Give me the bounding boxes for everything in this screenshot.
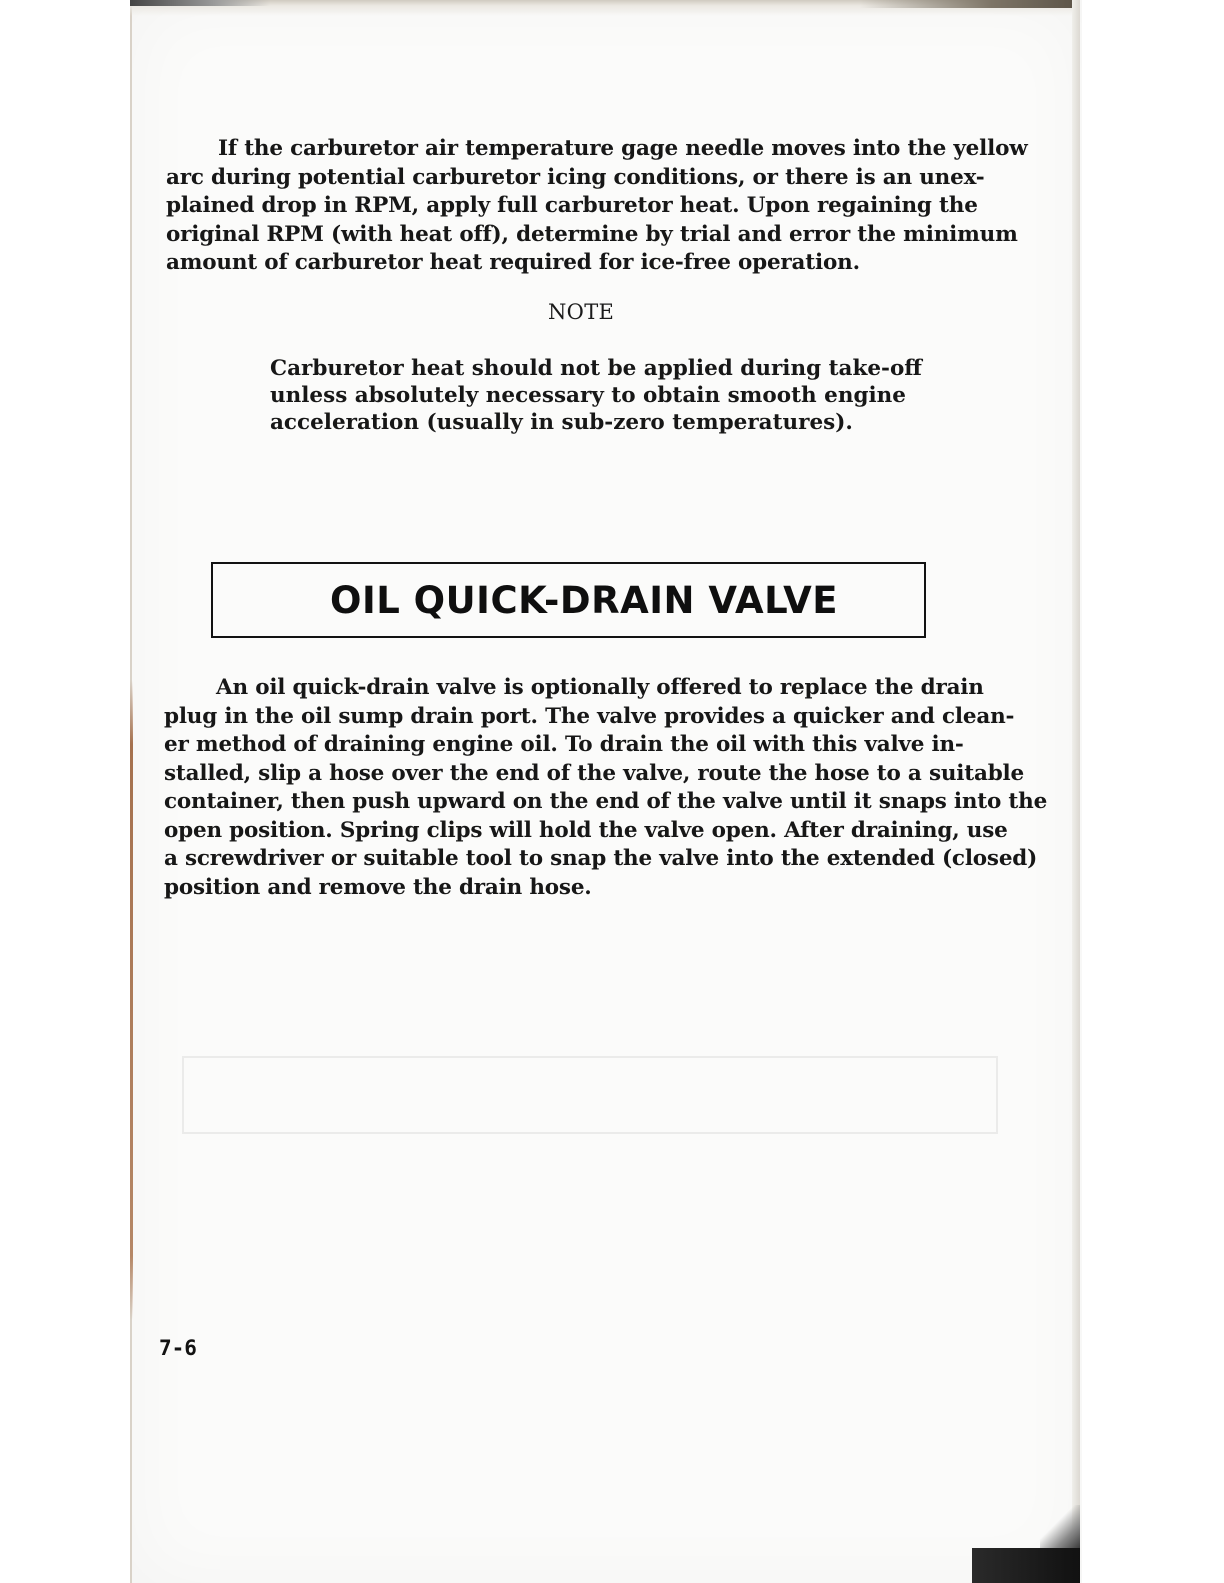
paragraph-line: a screwdriver or suitable tool to snap the valve into the extended (closed) [164, 846, 1038, 871]
note-line: unless absolutely necessary to obtain smooth engine [270, 383, 906, 408]
page-corner-curl [1040, 1505, 1080, 1550]
page-corner-shadow [972, 1548, 1080, 1583]
page-number: 7-6 [159, 1336, 197, 1360]
page-right-edge [1072, 0, 1080, 1583]
carburetor-heat-paragraph [166, 135, 1028, 278]
paragraph-line: plained drop in RPM, apply full carburetor heat. Upon regaining the [166, 193, 978, 218]
paragraph-line: plug in the oil sump drain port. The valve provides a quicker and clean- [164, 703, 1015, 729]
note-text [270, 355, 922, 436]
paragraph-line: position and remove the drain hose. [164, 874, 592, 900]
paragraph-line: If the carburetor air temperature gage needle moves into the yellow [218, 136, 1028, 161]
paragraph-line: An oil quick-drain valve is optionally offered to replace the drain [216, 675, 984, 700]
page-left-binding-strip [130, 680, 133, 1320]
paragraph-line: er method of draining engine oil. To drain the oil with this valve in- [164, 732, 964, 757]
paragraph-line: stalled, slip a hose over the end of the valve, route the hose to a suitable [164, 760, 1024, 786]
paragraph-line: original RPM (with heat off), determine by trial and error the minimum [166, 221, 1018, 247]
paragraph-line: arc during potential carburetor icing conditions, or there is an unex- [166, 164, 985, 190]
note-line: acceleration (usually in sub-zero temperatures). [270, 410, 853, 435]
paragraph-line: open position. Spring clips will hold the valve open. After draining, use [164, 817, 1008, 843]
section-heading: OIL QUICK-DRAIN VALVE [330, 579, 839, 622]
paragraph-line: amount of carburetor heat required for ice-free operation. [166, 250, 860, 275]
page-top-right-shadow [860, 0, 1080, 8]
note-heading: NOTE [548, 300, 615, 324]
paragraph-line: container, then push upward on the end of the valve until it snaps into the [164, 789, 1048, 814]
page-top-left-shadow [130, 0, 270, 6]
oil-quick-drain-paragraph [164, 674, 1048, 902]
note-line: Carburetor heat should not be applied during take-off [270, 356, 922, 381]
show-through-box [182, 1056, 998, 1134]
